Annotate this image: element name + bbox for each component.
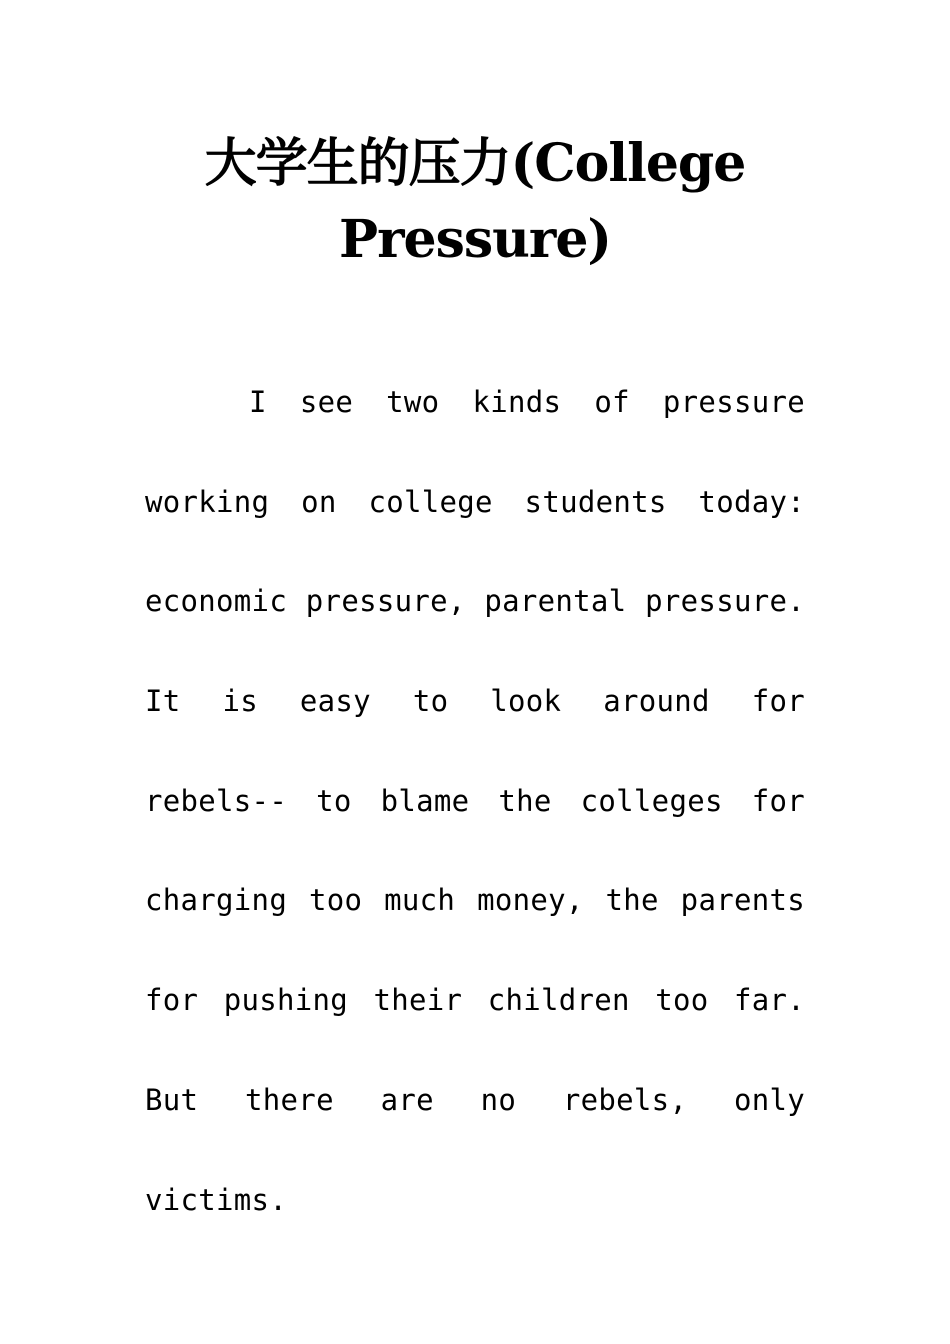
body-paragraph: [145, 372, 805, 1269]
document-title: [145, 126, 805, 278]
paragraph-line: for pushing their children too far.: [145, 983, 805, 1018]
paragraph-line: victims.: [145, 1182, 288, 1217]
paragraph-line: But there are no rebels, only: [145, 1082, 805, 1117]
paragraph-line: It is easy to look around for: [145, 684, 805, 719]
paragraph-line: rebels-- to blame the colleges for: [145, 783, 805, 818]
paragraph-line: working on college students today:: [145, 484, 805, 519]
paragraph-line: charging too much money, the parents: [145, 883, 805, 918]
paragraph-line: I see two kinds of pressure: [249, 385, 805, 419]
paragraph-line: economic pressure, parental pressure.: [145, 584, 805, 619]
title-line-1: 大学生的压力(College: [204, 133, 746, 194]
title-line-2: Pressure): [338, 209, 612, 270]
